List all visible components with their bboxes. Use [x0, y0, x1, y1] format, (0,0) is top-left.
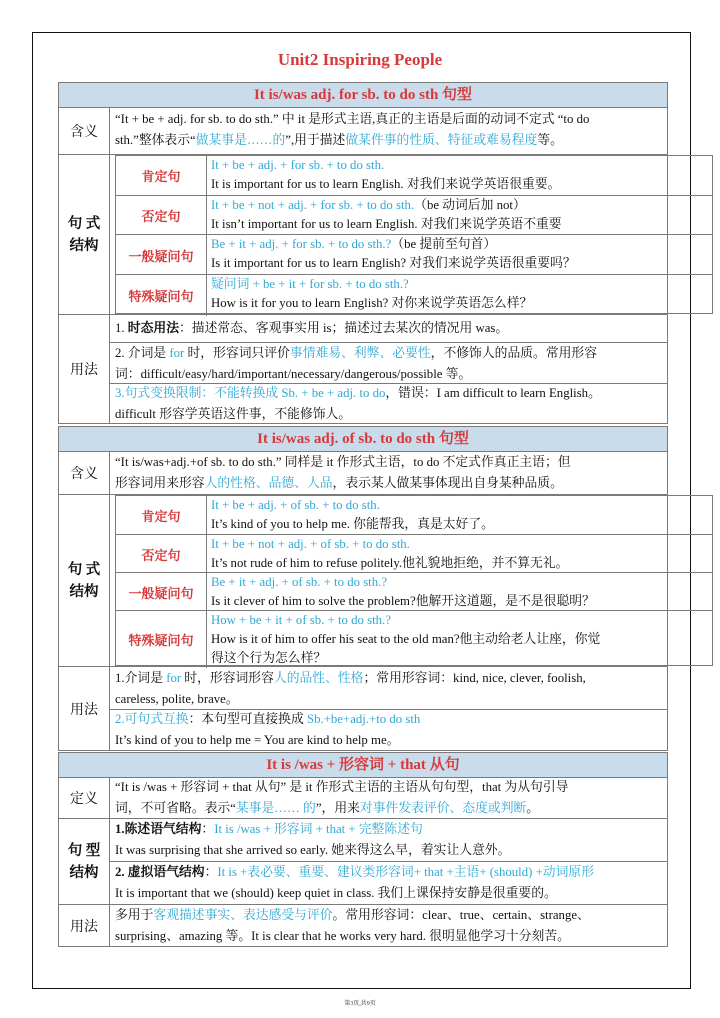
- s2-meaning-row: [58, 451, 668, 495]
- s2-meaning-label: 含义: [59, 451, 110, 494]
- s3-structure-1: 1.陈述语气结构：It is /was + 形容词 + that + 完整陈述句 It was surprising that she arrived so early. 她来得这么早，着实让人意外。: [115, 822, 511, 857]
- section3-header: It is /was + 形容词 + that 从句: [58, 752, 668, 778]
- s3-definition-row: [58, 777, 668, 819]
- s1-special-question-row: 特殊疑问句 疑问词 + be + it + for sb. + to do sth.? How is it for you to learn English? 对你来说学英语怎么样？: [116, 274, 712, 316]
- s2-general-question-row: 一般疑问句 Be + it + adj. + of sb. + to do sth.? Is it clever of him to solve the problem?他解开这道题，是不是很聪明？: [116, 572, 712, 611]
- s1-structure-row: [58, 155, 668, 315]
- section1-header: It is/was adj. for sb. to do sth 句型: [58, 82, 668, 108]
- s1-usage-2: 2. 介词是 for 时，形容词只评价事情难易、利弊、必要性，不修饰人的品质。常用形容 词：difficult/easy/hard/important/necessary/dangerous/possible 等。: [115, 346, 598, 381]
- s1-structure-table: [115, 155, 713, 314]
- s2-usage-row: [58, 667, 668, 751]
- s1-meaning-text: “It + be + adj. for sb. to do sth.” 中 it 是形式主语,真正的主语是后面的动词不定式 “to do sth.”整体表示“做某事是……的”,用于描述做某件事的性质、特征或难易程度等。: [115, 112, 590, 147]
- section2-header: It is/was adj. of sb. to do sth 句型: [58, 426, 668, 452]
- s3-definition-text: “It is /was + 形容词 + that 从句” 是 it 作形式主语的主语从句句型，that 为从句引导 词，不可省略。表示“某事是…… 的”，用来对事件发表评价、态度或判断。: [115, 780, 569, 815]
- s3-usage-label: 用法: [59, 905, 110, 946]
- s3-usage-text: 多用于客观描述事实、表达感受与评价。常用形容词：clear、true、certain、strange、 surprising、amazing 等。It is clear that he works very hard. 很明显他学习十分刻苦。: [115, 908, 590, 943]
- s1-general-question-row: 一般疑问句 Be + it + adj. + for sb. + to do sth.?（be 提前至句首） Is it important for us to learn English? 对我们来说学英语很重要吗？: [116, 234, 712, 275]
- s2-structure-row: [58, 495, 668, 667]
- s1-structure-label: 句 式结构: [59, 155, 110, 314]
- s3-structure-2: 2. 虚拟语气结构：It is +表必要、重要、建议类形容词+ that +主语+ (should) +动词原形 It is important that we (should) keep quiet in class. 我们上课保持安静是很重要的。: [115, 865, 594, 900]
- s1-affirmative-label: 肯定句: [116, 156, 207, 195]
- s2-special-question-row: 特殊疑问句 How + be + it + of sb. + to do sth.? How is it of him to offer his seat to the old man?他主动给老人让座，你觉 得这个行为怎么样？: [116, 610, 712, 668]
- s2-special-question-label: 特殊疑问句: [116, 611, 207, 668]
- s1-usage-row: [58, 315, 668, 424]
- s3-structure-label: 句 型结构: [59, 819, 110, 904]
- s1-usage-3: 3.句式变换限制：不能转换成 Sb. + be + adj. to do，错误：I am difficult to learn English。 difficult 形容学英语这件事，不能修饰人。: [115, 386, 601, 421]
- s2-structure-label: 句 式结构: [59, 495, 110, 666]
- s3-structure-row: [58, 819, 668, 905]
- s1-usage-label: 用法: [59, 315, 110, 423]
- s1-affirmative-row: 肯定句 It + be + adj. + for sb. + to do sth. It is important for us to learn English. 对我们来说学英语很重要。: [116, 156, 712, 195]
- s2-usage-2: 2.可句式互换：本句型可直接换成 Sb.+be+adj.+to do sth It’s kind of you to help me = You are kind to help me。: [115, 712, 421, 747]
- s2-meaning-text: “It is/was+adj.+of sb. to do sth.” 同样是 it 作形式主语，to do 不定式作真正主语；但 形容词用来形容人的性格、品德、人品，表示某人做某事体现出自身某种品质。: [115, 455, 571, 490]
- s1-negative-label: 否定句: [116, 196, 207, 235]
- page-title: Unit2 Inspiring People: [277, 50, 443, 69]
- s3-usage-row: [58, 905, 668, 947]
- s2-negative-label: 否定句: [116, 535, 207, 573]
- s2-usage-1: 1.介词是 for 时，形容词形容人的品性、性格；常用形容词：kind, nice, clever, foolish, careless, polite, brave。: [115, 671, 586, 706]
- s1-usage-1: 1. 时态用法：描述常态、客观事实用 is；描述过去某次的情况用 was。: [115, 321, 509, 335]
- s1-special-question-label: 特殊疑问句: [116, 275, 207, 316]
- s2-usage-label: 用法: [59, 667, 110, 750]
- s2-general-question-label: 一般疑问句: [116, 573, 207, 611]
- s2-affirmative-label: 肯定句: [116, 496, 207, 534]
- s1-general-question-label: 一般疑问句: [116, 235, 207, 275]
- s2-negative-row: 否定句 It + be + not + adj. + of sb. + to do sth. It’s not rude of him to refuse politely.他礼貌地拒绝，并不算无礼。: [116, 534, 712, 573]
- s1-negative-row: 否定句 It + be + not + adj. + for sb. + to do sth.（be 动词后加 not） It isn’t important for us to learn English. 对我们来说学英语不重要: [116, 195, 712, 235]
- s2-structure-table: [115, 495, 713, 666]
- s1-meaning-row: [58, 107, 668, 155]
- s3-definition-label: 定义: [59, 777, 110, 818]
- page-number: 第3页,共9页: [344, 1001, 376, 1007]
- s2-affirmative-row: 肯定句 It + be + adj. + of sb. + to do sth. It’s kind of you to help me. 你能帮我，真是太好了。: [116, 496, 712, 534]
- s1-meaning-label: 含义: [59, 107, 110, 154]
